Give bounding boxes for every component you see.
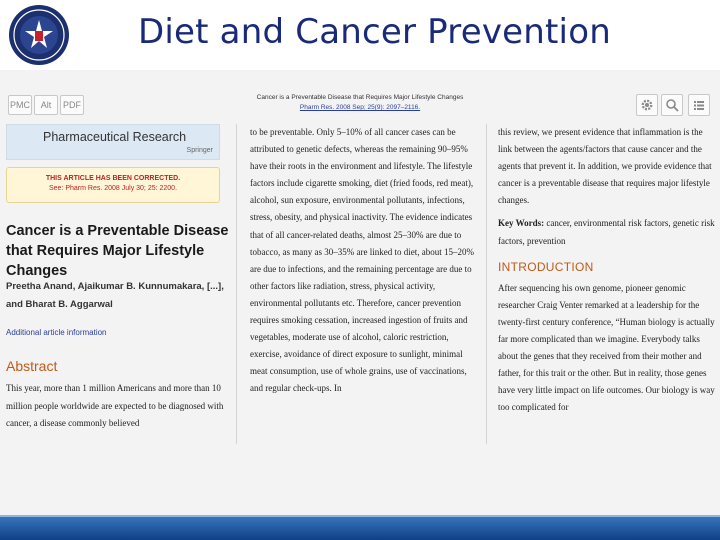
abstract-text: This year, more than 1 million Americans and more than 10 million people worldwide are expected to be diagnosed with cancer, a disease commonly believed <box>6 383 224 428</box>
alt-button[interactable]: Alt <box>34 95 58 115</box>
keywords-label: Key Words: <box>498 218 545 229</box>
pmc-button[interactable]: PMC <box>8 95 32 115</box>
article-toolbar <box>0 90 720 124</box>
gear-icon <box>640 98 654 112</box>
footer-band <box>0 515 720 540</box>
author-list[interactable]: Preetha Anand, Ajaikumar B. Kunnumakara, [...], and Bharat B. Aggarwal <box>6 281 224 310</box>
additional-info-link[interactable]: Additional article information <box>6 328 107 337</box>
journal-name: Pharmaceutical Research <box>43 130 187 144</box>
article-screenshot <box>0 70 720 515</box>
list-icon <box>692 98 706 112</box>
article-title: Cancer is a Preventable Disease that Requires Major Lifestyle Changes <box>6 223 229 279</box>
pdf-button[interactable]: PDF <box>60 95 84 115</box>
abstract-heading: Abstract <box>6 358 58 374</box>
column-divider <box>486 124 487 444</box>
correction-link[interactable]: See: Pharm Res. 2008 July 30; 25: 2200. <box>48 185 178 192</box>
citation-link[interactable]: Pharm Res. 2008 Sep; 25(9): 2097–2116. <box>299 104 421 111</box>
journal-banner[interactable] <box>6 124 220 160</box>
slide-header <box>0 0 720 70</box>
citation-title: Cancer is a Preventable Disease that Requires Major Lifestyle Changes <box>256 94 464 101</box>
list-button[interactable] <box>688 94 710 116</box>
search-icon <box>665 98 679 112</box>
introduction-heading: INTRODUCTION <box>498 259 594 274</box>
footer-band-highlight <box>0 515 720 517</box>
settings-button[interactable] <box>636 94 658 116</box>
citation-header <box>232 93 488 113</box>
article-right-column <box>498 124 716 416</box>
slide-title: Diet and Cancer Prevention <box>138 12 611 52</box>
abstract-continued-text: to be preventable. Only 5–10% of all cancer cases can be attributed to genetic defects, whereas the remaining 90–95% have their roots in the environment and lifestyle. The lifestyle factors include cigarette smoking, diet (fried foods, red meat), alcohol, sun exposure, environmental pollutants, infections, stress, obesity, and physical inactivity. The evidence indicates that of all cancer-related deaths, almost 25–30% are due to tobacco, as many as 30–35% are linked to diet, about 15–20% are due to infections, and the remaining percentage are due to other factors like radiation, stress, physical activity, environmental pollutants etc. Therefore, cancer prevention requires smoking cessation, increased ingestion of fruits and vegetables, moderate use of alcohol, caloric restriction, exercise, avoidance of direct exposure to sunlight, minimal meat consumption, use of whole grains, use of vaccinations, and regular check-ups. In <box>250 127 474 394</box>
abstract-conclusion-text: this review, we present evidence that inflammation is the link between the agents/factors that cause cancer and the agents that prevent it. In addition, we provide evidence that cancer is a preventable disease that requires major lifestyle changes. <box>498 127 712 206</box>
va-seal-icon <box>8 4 70 66</box>
correction-title: THIS ARTICLE HAS BEEN CORRECTED. <box>45 175 181 182</box>
column-divider <box>236 124 237 444</box>
search-button[interactable] <box>661 94 683 116</box>
publisher-name: Springer <box>186 147 213 154</box>
keywords <box>498 215 716 249</box>
introduction-text: After sequencing his own genome, pioneer genomic researcher Craig Venter remarked at a leadership for the twenty-first century conference, “Human biology is actually far more complicated than we imagine. Everybody talks about the genes that they received from their mother and father, for this trait or the other. But in reality, those genes have very little impact on life outcomes. Our biology is way too complicated for <box>498 282 715 413</box>
keywords-text: cancer, environmental risk factors, genetic risk factors, prevention <box>498 218 715 246</box>
correction-notice <box>6 167 220 203</box>
